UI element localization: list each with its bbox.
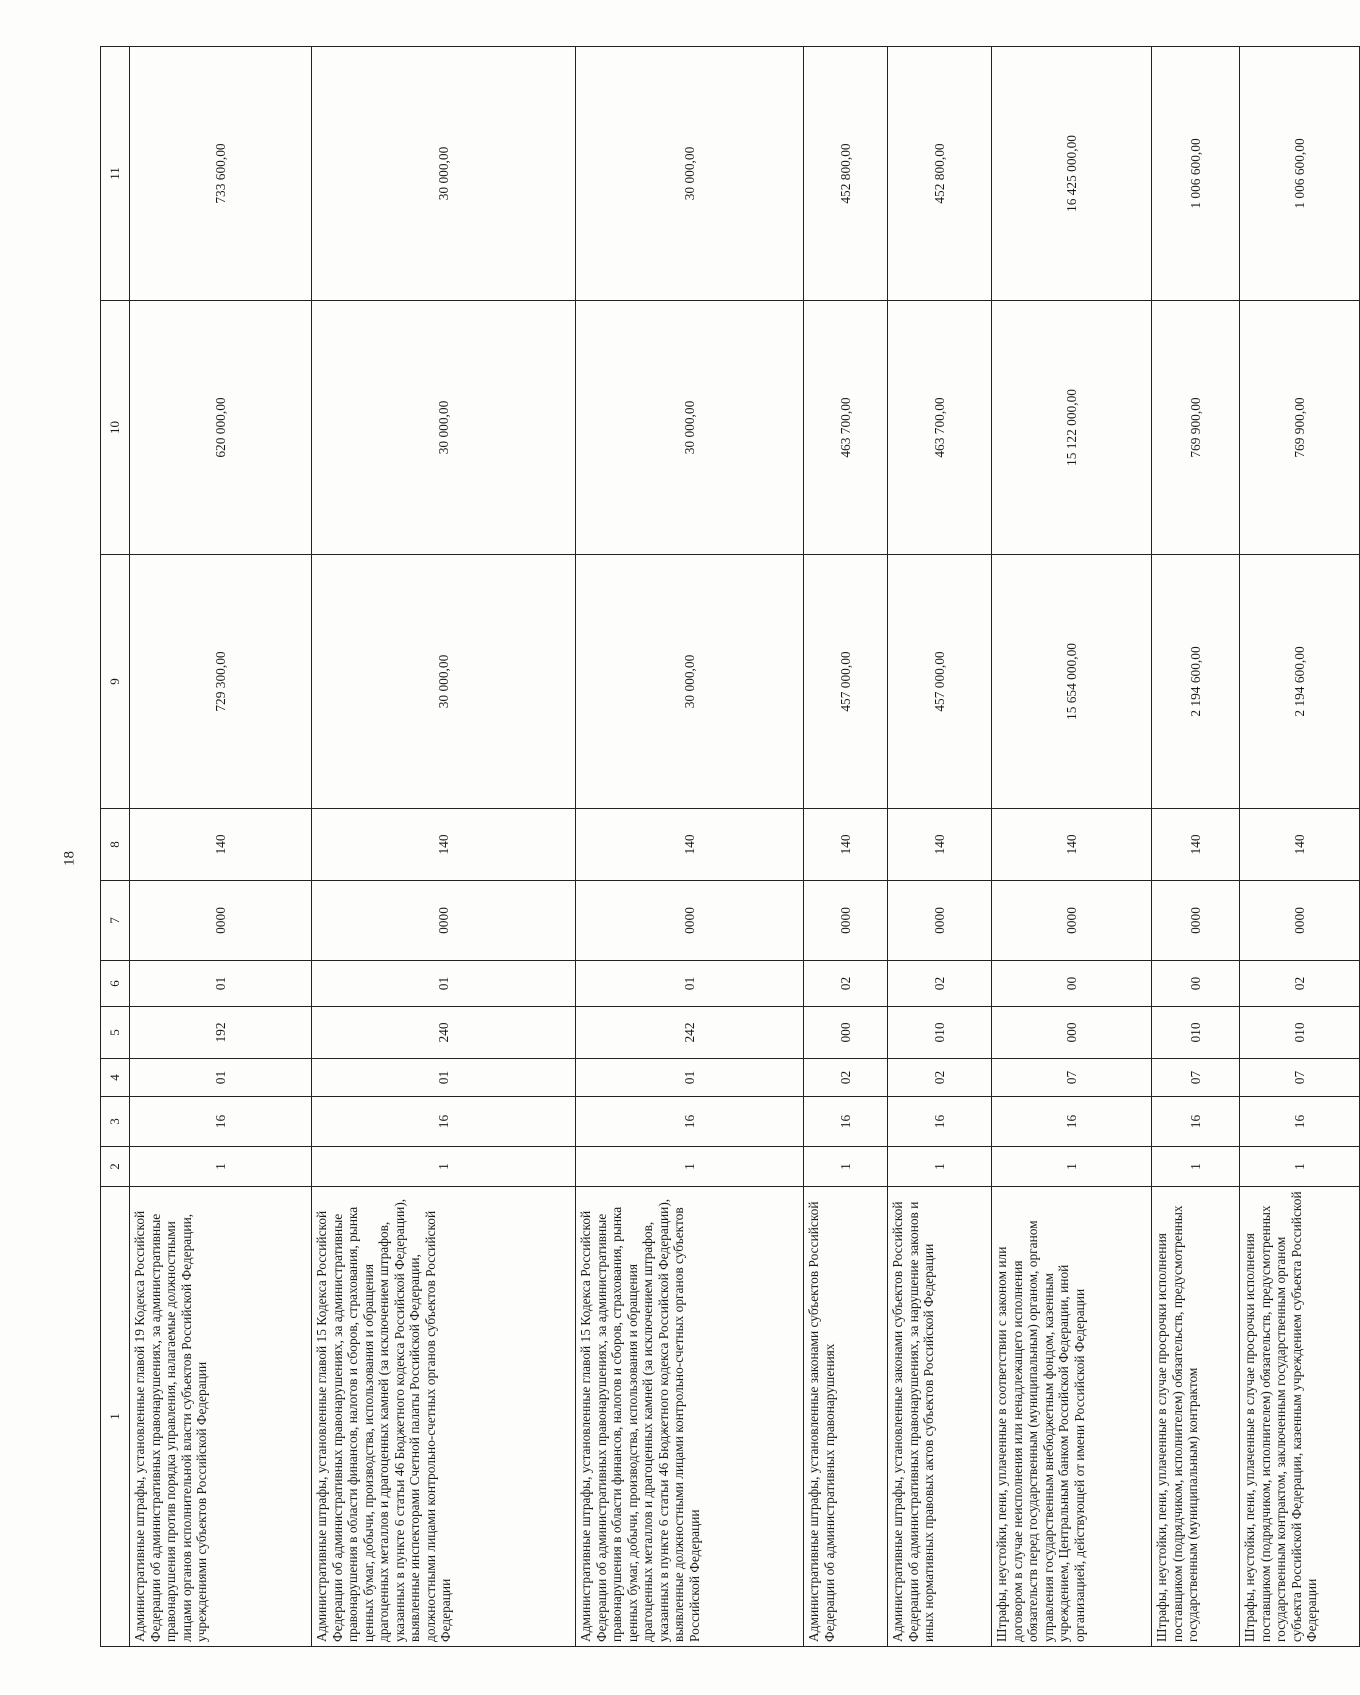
revenue-table	[100, 46, 1360, 1647]
row-description: Штрафы, неустойки, пени, уплаченные в случае просрочки исполнения поставщиком (подрядчиком, исполнителем) обязательств, предусмотренных государственным (муниципальным) контрактом	[1152, 1187, 1240, 1647]
code-cell: 140	[888, 809, 992, 881]
amount-cell: 463 700,00	[888, 301, 992, 555]
table-row	[1240, 47, 1360, 1647]
code-cell: 1	[992, 1147, 1152, 1187]
code-cell: 16	[888, 1097, 992, 1147]
code-cell: 010	[1240, 1007, 1360, 1059]
amount-cell: 15 654 000,00	[992, 555, 1152, 809]
code-cell: 02	[888, 1059, 992, 1097]
header-cell: 10	[101, 301, 130, 555]
code-cell: 02	[888, 961, 992, 1007]
amount-cell: 457 000,00	[804, 555, 888, 809]
amount-cell: 15 122 000,00	[992, 301, 1152, 555]
code-cell: 242	[576, 1007, 804, 1059]
table-row	[888, 47, 992, 1647]
code-cell: 16	[312, 1097, 576, 1147]
header-row	[101, 47, 130, 1647]
code-cell: 000	[992, 1007, 1152, 1059]
rotated-table-container	[100, 47, 1320, 1647]
code-cell: 16	[992, 1097, 1152, 1147]
code-cell: 01	[312, 1059, 576, 1097]
amount-cell: 2 194 600,00	[1240, 555, 1360, 809]
code-cell: 010	[888, 1007, 992, 1059]
amount-cell: 30 000,00	[312, 555, 576, 809]
amount-cell: 30 000,00	[576, 47, 804, 301]
code-cell: 1	[1152, 1147, 1240, 1187]
code-cell: 01	[576, 961, 804, 1007]
table-row	[804, 47, 888, 1647]
row-description: Административные штрафы, установленные законами субъектов Российской Федерации об административных правонарушениях, за нарушение законов и иных нормативных правовых актов субъектов Российской Федерации	[888, 1187, 992, 1647]
row-description: Административные штрафы, установленные главой 19 Кодекса Российской Федерации об административных правонарушениях, за административные правонарушения против порядка управления, налагаемые должностными лицами органов исполнительной власти субъектов Российской Федерации, учреждениями субъектов Российской Федерации	[130, 1187, 312, 1647]
code-cell: 140	[804, 809, 888, 881]
code-cell: 01	[130, 961, 312, 1007]
code-cell: 0000	[1152, 881, 1240, 961]
header-cell: 1	[101, 1187, 130, 1647]
amount-cell: 2 194 600,00	[1152, 555, 1240, 809]
row-description: Штрафы, неустойки, пени, уплаченные в соответствии с законом или договором в случае неисполнения или ненадлежащего исполнения обязательств перед государственным (муниципальным) органом, органом управления государственным внебюджетным фондом, казенным учреждением, Центральным банком Российской Федерации, иной организацией, действующей от имени Российской Федерации	[992, 1187, 1152, 1647]
header-cell: 7	[101, 881, 130, 961]
code-cell: 1	[576, 1147, 804, 1187]
code-cell: 140	[312, 809, 576, 881]
code-cell: 1	[888, 1147, 992, 1187]
code-cell: 010	[1152, 1007, 1240, 1059]
code-cell: 1	[1240, 1147, 1360, 1187]
amount-cell: 733 600,00	[130, 47, 312, 301]
amount-cell: 1 006 600,00	[1240, 47, 1360, 301]
code-cell: 140	[992, 809, 1152, 881]
code-cell: 01	[576, 1059, 804, 1097]
amount-cell: 457 000,00	[888, 555, 992, 809]
table-row	[1152, 47, 1240, 1647]
amount-cell: 16 425 000,00	[992, 47, 1152, 301]
code-cell: 140	[130, 809, 312, 881]
header-cell: 2	[101, 1147, 130, 1187]
amount-cell: 30 000,00	[312, 47, 576, 301]
header-cell: 3	[101, 1097, 130, 1147]
code-cell: 0000	[804, 881, 888, 961]
amount-cell: 30 000,00	[576, 555, 804, 809]
code-cell: 00	[1152, 961, 1240, 1007]
header-cell: 9	[101, 555, 130, 809]
code-cell: 140	[576, 809, 804, 881]
table-row	[992, 47, 1152, 1647]
code-cell: 07	[1240, 1059, 1360, 1097]
code-cell: 07	[992, 1059, 1152, 1097]
amount-cell: 769 900,00	[1152, 301, 1240, 555]
code-cell: 192	[130, 1007, 312, 1059]
table-row	[130, 47, 312, 1647]
amount-cell: 452 800,00	[804, 47, 888, 301]
amount-cell: 463 700,00	[804, 301, 888, 555]
amount-cell: 620 000,00	[130, 301, 312, 555]
row-description: Административные штрафы, установленные законами субъектов Российской Федерации об административных правонарушениях	[804, 1187, 888, 1647]
code-cell: 01	[130, 1059, 312, 1097]
amount-cell: 769 900,00	[1240, 301, 1360, 555]
code-cell: 0000	[576, 881, 804, 961]
code-cell: 240	[312, 1007, 576, 1059]
row-description: Административные штрафы, установленные главой 15 Кодекса Российской Федерации об административных правонарушениях, за административные правонарушения в области финансов, налогов и сборов, страхования, рынка ценных бумаг, добычи, производства, использования и обращения драгоценных металлов и драгоценных камней (за исключением штрафов, указанных в пункте 6 статьи 46 Бюджетного кодекса Российской Федерации), выявленные инспекторами Счетной палаты Российской Федерации, должностными лицами контрольно-счетных органов субъектов Российской Федерации	[312, 1187, 576, 1647]
row-description: Административные штрафы, установленные главой 15 Кодекса Российской Федерации об административных правонарушениях, за административные правонарушения в области финансов, налогов и сборов, страхования, рынка ценных бумаг, добычи, производства, использования и обращения драгоценных металлов и драгоценных камней (за исключением штрафов, указанных в пункте 6 статьи 46 Бюджетного кодекса Российской Федерации), выявленные должностными лицами контрольно-счетных органов субъектов Российской Федерации	[576, 1187, 804, 1647]
code-cell: 1	[130, 1147, 312, 1187]
amount-cell: 30 000,00	[312, 301, 576, 555]
code-cell: 02	[804, 961, 888, 1007]
code-cell: 140	[1152, 809, 1240, 881]
code-cell: 0000	[992, 881, 1152, 961]
code-cell: 16	[130, 1097, 312, 1147]
code-cell: 16	[1152, 1097, 1240, 1147]
code-cell: 00	[992, 961, 1152, 1007]
header-cell: 6	[101, 961, 130, 1007]
code-cell: 0000	[130, 881, 312, 961]
table-row	[576, 47, 804, 1647]
code-cell: 0000	[312, 881, 576, 961]
header-cell: 4	[101, 1059, 130, 1097]
code-cell: 0000	[888, 881, 992, 961]
header-cell: 8	[101, 809, 130, 881]
header-cell: 11	[101, 47, 130, 301]
code-cell: 0000	[1240, 881, 1360, 961]
code-cell: 000	[804, 1007, 888, 1059]
amount-cell: 30 000,00	[576, 301, 804, 555]
code-cell: 16	[804, 1097, 888, 1147]
code-cell: 07	[1152, 1059, 1240, 1097]
code-cell: 1	[804, 1147, 888, 1187]
code-cell: 02	[1240, 961, 1360, 1007]
header-cell: 5	[101, 1007, 130, 1059]
code-cell: 01	[312, 961, 576, 1007]
amount-cell: 452 800,00	[888, 47, 992, 301]
code-cell: 16	[1240, 1097, 1360, 1147]
amount-cell: 729 300,00	[130, 555, 312, 809]
page-number: 18	[61, 851, 78, 866]
table-row	[312, 47, 576, 1647]
code-cell: 140	[1240, 809, 1360, 881]
code-cell: 1	[312, 1147, 576, 1187]
code-cell: 16	[576, 1097, 804, 1147]
amount-cell: 1 006 600,00	[1152, 47, 1240, 301]
row-description: Штрафы, неустойки, пени, уплаченные в случае просрочки исполнения поставщиком (подрядчиком, исполнителем) обязательств, предусмотренных государственным контрактом, заключенным государственным органом субъекта Российской Федерации, казенным учреждением субъекта Российской Федерации	[1240, 1187, 1360, 1647]
table-body	[130, 47, 1360, 1647]
code-cell: 02	[804, 1059, 888, 1097]
